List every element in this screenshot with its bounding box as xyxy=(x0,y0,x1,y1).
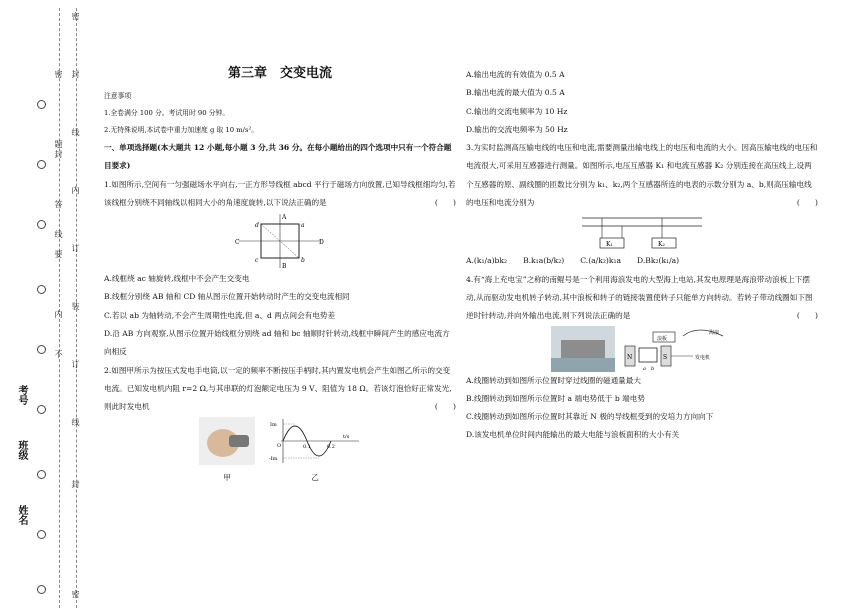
fig-label-a: a xyxy=(643,365,646,372)
fig-label-wave: 海浪 xyxy=(709,329,720,336)
left-column xyxy=(104,62,456,484)
binding-char: 不 xyxy=(54,350,63,358)
q1-option: A.线框绕 ac 轴旋转,线框中不会产生交变电 xyxy=(104,274,250,284)
fig-label-jia: 甲 xyxy=(223,472,231,482)
right-column xyxy=(466,66,818,445)
sine-wave-graph xyxy=(269,417,361,465)
q1-option: D.沿 AB 方向观察,从图示位置开始线框分别绕 ad 轴和 bc 轴顺时针转动,线框中瞬间产生的感应电流方向相反 xyxy=(104,329,450,357)
fig-label-K2: K₂ xyxy=(658,241,665,249)
binding-char: 要 xyxy=(54,250,63,258)
binding-hole-icon xyxy=(37,345,46,354)
fig-label-c: c xyxy=(255,257,259,265)
q1-figure xyxy=(104,212,456,270)
question-4-stem: 4.有“海上充电宝”之称的南鲲号是一个利用海浪发电的大型海上电站,其发电原理是海浪带动浪板上下摆动,从而驱动发电机转子转动,其中浪板和转子的链接装置使转子只能单方向转动。若转子带动线圈如下图逆时针转动,并向外输出电流,则下列说法正确的是 ( ) xyxy=(466,271,818,326)
fig-label-generator: 发电机 xyxy=(695,354,711,361)
answer-bracket: ( ) xyxy=(434,197,456,207)
fig-label-d: d xyxy=(255,222,259,230)
binding-dashed-line xyxy=(59,8,60,608)
binding-char: 装 xyxy=(71,302,80,310)
fig-label-K1: K₁ xyxy=(606,241,613,249)
q1-option: B.线框分别绕 AB 轴和 CD 轴从图示位置开始转动时产生的交变电流相同 xyxy=(104,292,350,302)
q3-option: D.Bk₂(k₁/a) xyxy=(637,256,680,266)
q2-option: A.输出电流的有效值为 0.5 A xyxy=(466,70,565,79)
binding-char: 密 xyxy=(54,70,63,78)
fig-label-S: S xyxy=(663,353,668,361)
binding-hole-icon xyxy=(37,160,46,169)
square-frame-diagram xyxy=(235,212,325,270)
q4-option: C.线圈转动到如图所示位置时其靠近 N 极的导线框受到的安培力方向向下 xyxy=(466,412,714,422)
svg-text:0.1: 0.1 xyxy=(303,443,311,450)
binding-char: 封 xyxy=(71,70,80,78)
fig-label-A: A xyxy=(282,214,287,222)
binding-char: 密 xyxy=(71,12,80,20)
binding-char: 订 xyxy=(71,244,80,252)
binding-hole-icon xyxy=(37,285,46,294)
binding-hole-icon xyxy=(37,100,46,109)
binding-char: 线 xyxy=(71,128,80,136)
q3-options xyxy=(466,252,818,270)
fig-label-C: C xyxy=(235,239,240,247)
fig-label-board: 浪板 xyxy=(657,335,668,342)
q2-option: D.输出的交流电频率为 50 Hz xyxy=(466,124,568,134)
q1-option: C.若以 ab 为轴转动,不会产生周期性电流,但 a、d 两点间会有电势差 xyxy=(104,310,336,320)
answer-bracket: ( ) xyxy=(796,198,818,208)
binding-hole-icon xyxy=(37,585,46,594)
binding-char: 内 xyxy=(71,186,80,194)
binding-margin xyxy=(0,0,95,608)
notice-heading: 注意事项 xyxy=(104,92,132,100)
q2-option: B.输出电流的最大值为 0.5 A xyxy=(466,88,565,98)
question-1-stem: 1.如图所示,空间有一匀强磁场水平向右,一正方形导线框 abcd 平行于磁场方向放置,已知导线框细均匀,若该线框分别绕不同轴线以相同大小的角速度旋转,以下说法正确的是 ( ) xyxy=(104,176,456,213)
student-name-label: 姓名 xyxy=(16,505,27,525)
binding-char: 订 xyxy=(71,360,80,368)
svg-text:O: O xyxy=(277,442,282,449)
binding-char: 线 xyxy=(54,230,63,238)
q3-option: C.(a/k₂)k₁a xyxy=(580,256,622,266)
question-2-stem: 2.如图甲所示为按压式发电手电筒,以一定的频率不断按压手柄时,其内置发电机会产生如图乙所示的交变电流。已知发电机内阻 r=2 Ω,与其串联的灯泡额定电压为 9 V、阻值为 18 Ω。若该灯泡恰好正常发光,则此时发电机 ( ) xyxy=(104,362,456,417)
q4-option: B.线圈转动到如图所示位置时 a 端电势低于 b 端电势 xyxy=(466,393,645,403)
q2-figure xyxy=(104,417,456,484)
q4-option: A.线圈转动到如图所示位置时穿过线圈的磁通量最大 xyxy=(466,375,641,385)
question-3-stem: 3.为实时监测高压输电线的电压和电流,需要测量出输电线上的电压和电流的大小。因高压输电线的电压和电流很大,可采用互感器进行测量。如图所示,电压互感器 K₁ 和电流互感器 K₂ 分别连接在高压线上,设两个互感器的原、副线圈的匝数比分别为 k₁、k₂,两个互感器所连的电表的示数分别为 a、b,则高压输电线的电压和电流分别为 ( ) xyxy=(466,139,818,212)
transformer-diagram xyxy=(582,212,702,252)
q3-option: A.(k₁/a)bk₂ xyxy=(466,256,508,266)
binding-hole-icon xyxy=(37,530,46,539)
q2-option: C.输出的交流电频率为 10 Hz xyxy=(466,106,568,116)
notice-item: 1.全卷满分 100 分。考试用时 90 分钟。 xyxy=(104,109,230,117)
binding-char: 答 xyxy=(54,200,63,208)
fig-label-yi: 乙 xyxy=(311,472,319,482)
q4-option: D.该发电机单位时间内能输出的最大电能与浪板面积的大小有关 xyxy=(466,430,680,440)
svg-text:Im: Im xyxy=(270,421,277,428)
page-title: 第三章 交变电流 xyxy=(227,66,332,81)
fig-label-b: b xyxy=(301,257,305,265)
answer-bracket: ( ) xyxy=(434,402,456,412)
class-label: 班级 xyxy=(16,440,27,460)
binding-char: 封 xyxy=(71,480,80,488)
hand-flashlight-icon xyxy=(199,417,255,465)
fig-label-D: D xyxy=(319,239,324,247)
svg-text:-Im: -Im xyxy=(269,455,278,462)
fig-label-N: N xyxy=(627,353,633,361)
fig-label-b: b xyxy=(651,365,655,372)
answer-bracket: ( ) xyxy=(796,311,818,321)
svg-text:t/s: t/s xyxy=(343,433,350,440)
binding-char: 线 xyxy=(71,418,80,426)
svg-text:0.2: 0.2 xyxy=(327,443,335,450)
section-heading: 一、单项选择题(本大题共 12 小题,每小题 3 分,共 36 分。在每小题给出的四个选项中只有一个符合题目要求) xyxy=(104,143,452,171)
binding-hole-icon xyxy=(37,470,46,479)
notice-item: 2.无特殊说明,本试卷中重力加速度 g 取 10 m/s²。 xyxy=(104,126,258,134)
q3-figure xyxy=(466,212,818,252)
fig-label-a: a xyxy=(301,222,305,230)
binding-hole-icon xyxy=(37,220,46,229)
wave-platform-photo xyxy=(551,326,615,372)
flashlight-photo xyxy=(199,417,255,484)
binding-char: 密 xyxy=(71,590,80,598)
generator-diagram xyxy=(623,326,733,372)
current-waveform xyxy=(269,417,361,484)
binding-char: 内 xyxy=(54,310,63,318)
fig-label-B: B xyxy=(282,263,287,271)
binding-hole-icon xyxy=(37,405,46,414)
binding-char: 封 xyxy=(54,150,63,158)
q3-option: B.k₁a(b/k₂) xyxy=(523,256,565,266)
q4-figure xyxy=(466,326,818,372)
exam-number-label: 考号 xyxy=(16,385,27,405)
binding-char: 题 xyxy=(54,140,63,148)
